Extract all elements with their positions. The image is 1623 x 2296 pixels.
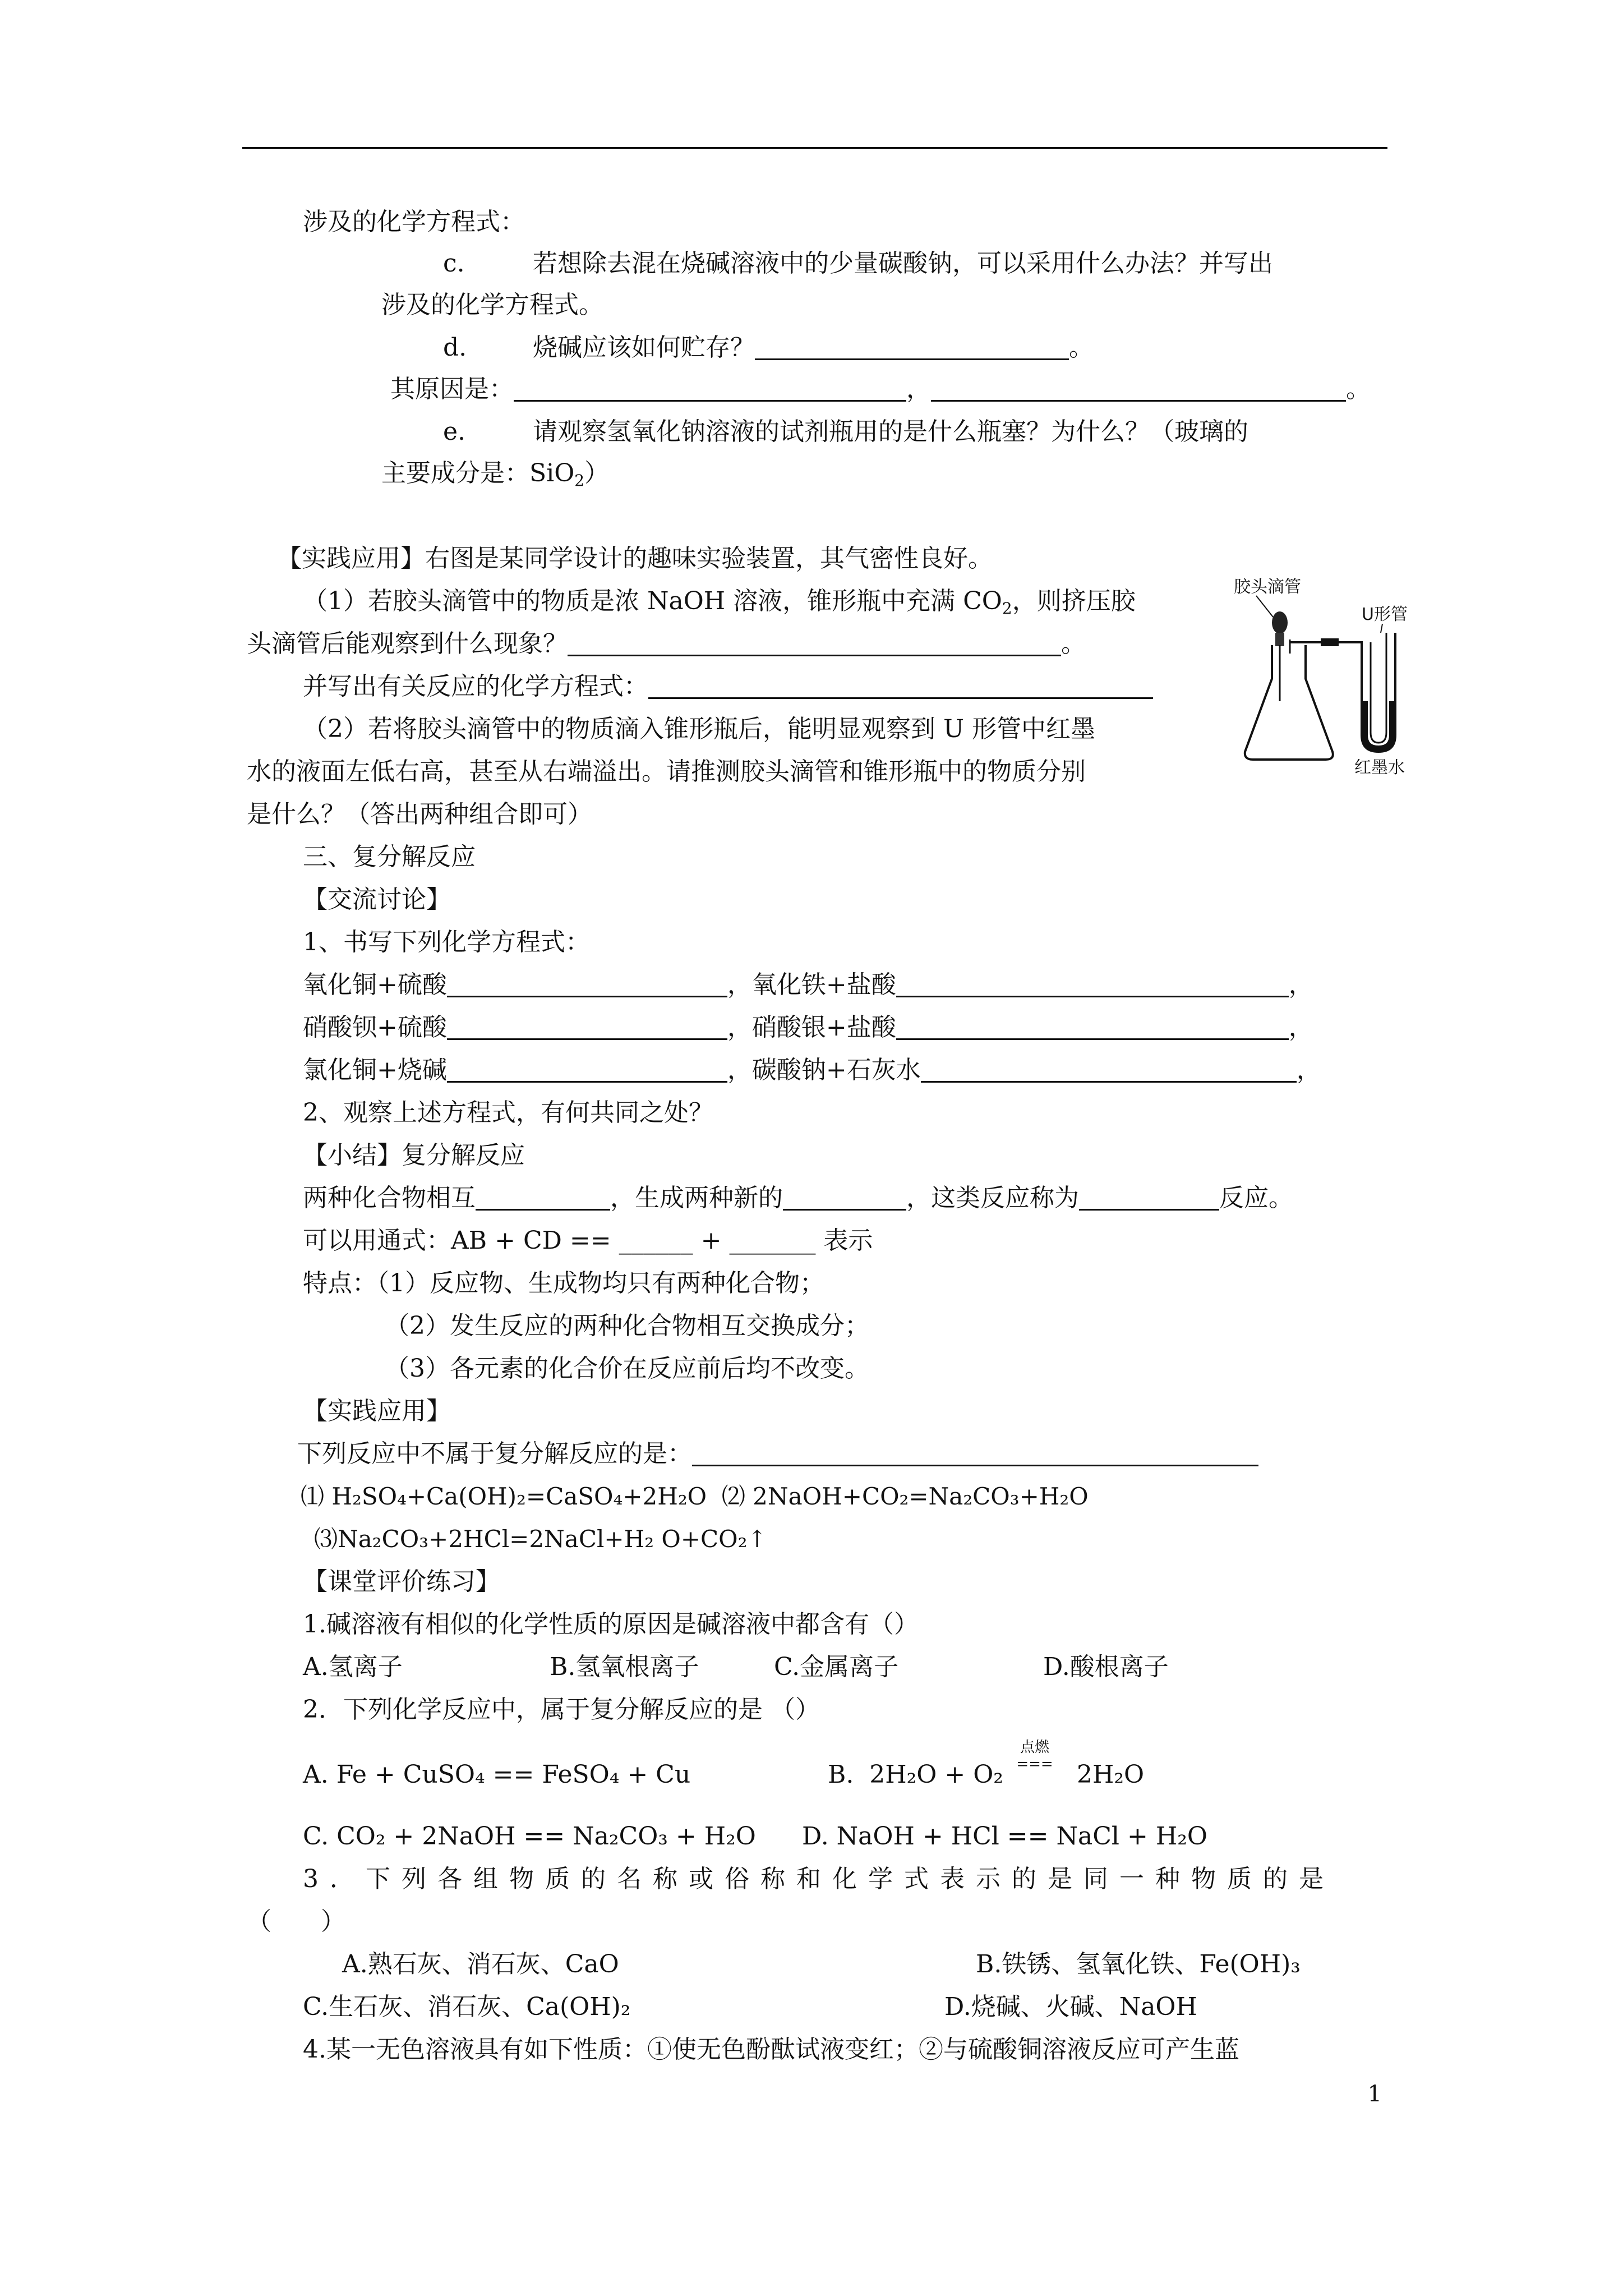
- item-c-cont: 涉及的化学方程式。: [381, 291, 603, 319]
- label-utube: U形管: [1362, 605, 1408, 624]
- equation-row: 氯化铜+烧碱 ，碳酸钠+石灰水 ，: [303, 1056, 1321, 1084]
- feature-2: （2）发生反应的两种化合物相互交换成分；: [385, 1312, 869, 1340]
- pointer-line: [1381, 624, 1382, 633]
- section-title: 三、复分解反应: [303, 843, 476, 871]
- practice-q1-cont: 头滴管后能观察到什么现象？ 。: [247, 629, 1086, 658]
- option: C.金属离子: [774, 1653, 899, 1681]
- quiz-heading: 【课堂评价练习】: [303, 1567, 500, 1596]
- equation-label: 涉及的化学方程式：: [303, 208, 525, 236]
- discuss-heading: 【交流讨论】: [303, 885, 451, 914]
- answer-blank[interactable]: [447, 1056, 727, 1083]
- item-c: c. 若想除去混在烧碱溶液中的少量碳酸钠，可以采用什么办法？并写出: [443, 249, 1273, 278]
- definition: 两种化合物相互 ，生成两种新的 ，这类反应称为 反应。: [303, 1184, 1293, 1212]
- quiz-q2-option-b: B. 2H₂O + O₂: [828, 1760, 1003, 1789]
- quiz-q3-option-d: D.烧碱、火碱、NaOH: [944, 1993, 1197, 2021]
- header-rule: [242, 147, 1387, 149]
- answer-blank[interactable]: [931, 375, 1346, 402]
- practice-q1: （1）若胶头滴管中的物质是浓 NaOH 溶液，锥形瓶中充满 $CO_2$，则挤压胶: [303, 587, 1136, 618]
- quiz-q1-options: [303, 1650, 1169, 1684]
- answer-blank[interactable]: [783, 1184, 906, 1211]
- dropper-bulb: [1272, 611, 1288, 634]
- quiz-q2-option-d: D. NaOH + HCl == NaCl + H₂O: [802, 1822, 1207, 1851]
- equations-line-1: ⑴ H₂SO₄+Ca(OH)₂=CaSO₄+2H₂O ⑵ 2NaOH+CO₂=Na₂CO₃+H₂O: [301, 1483, 1089, 1510]
- quiz-q2-option-c: C. CO₂ + 2NaOH == Na₂CO₃ + H₂O: [303, 1822, 756, 1851]
- answer-blank[interactable]: [447, 971, 727, 997]
- practice-heading: 【实践应用】右图是某同学设计的趣味实验装置，其气密性良好。: [277, 544, 993, 573]
- answer-blank[interactable]: [447, 1014, 727, 1040]
- practice-q2: （2）若将胶头滴管中的物质滴入锥形瓶后，能明显观察到 U 形管中红墨: [303, 715, 1096, 743]
- equation-row: 硝酸钡+硫酸 ，硝酸银+盐酸 ，: [303, 1013, 1313, 1042]
- label-ink: 红墨水: [1354, 758, 1405, 777]
- option: B.氢氧根离子: [550, 1653, 699, 1681]
- answer-blank[interactable]: [1079, 1184, 1219, 1211]
- answer-blank[interactable]: [568, 630, 1061, 656]
- quiz-q2: 2．下列化学反应中，属于复分解反应的是 （）: [303, 1695, 820, 1724]
- quiz-q3-option-a: A.熟石灰、消石灰、CaO: [342, 1950, 619, 1978]
- equation-row: 氧化铜+硫酸 ，氧化铁+盐酸 ，: [303, 970, 1313, 999]
- item-d: d. 烧碱应该如何贮存？ 。: [443, 333, 1094, 362]
- q2-prompt: 2、观察上述方程式，有何共同之处？: [303, 1098, 713, 1127]
- quiz-q3-option-c: C.生石灰、消石灰、Ca(OH)₂: [303, 1993, 631, 2021]
- stopper: [1275, 633, 1284, 646]
- practice-q2-cont: 水的液面左低右高，甚至从右端溢出。请推测胶头滴管和锥形瓶中的物质分别: [247, 757, 1086, 786]
- item-e: e. 请观察氢氧化钠溶液的试剂瓶用的是什么瓶塞？为什么？（玻璃的: [443, 417, 1248, 446]
- feature-3: （3）各元素的化合价在反应前后均不改变。: [385, 1354, 869, 1383]
- pointer-line: [1256, 596, 1273, 617]
- quiz-q3: 3．下列各组物质的名称或俗称和化学式表示的是同一种物质的是: [303, 1865, 1335, 1893]
- quiz-q2-option-b-product: 2H₂O: [1077, 1760, 1145, 1789]
- answer-blank[interactable]: [921, 1056, 1297, 1083]
- practice-q2-cont2: 是什么？（答出两种组合即可）: [247, 800, 592, 829]
- conical-flask: [1245, 645, 1333, 760]
- item-e-cont: 主要成分是：SiO$_2$）: [381, 459, 610, 490]
- apparatus-figure: [1234, 567, 1419, 780]
- general-formula: 可以用通式：AB + CD == ______ + _______ 表示: [303, 1226, 873, 1255]
- page-number: 1: [1367, 2081, 1382, 2107]
- label-dropper: 胶头滴管: [1234, 577, 1301, 597]
- quiz-q3-option-b: B.铁锈、氢氧化铁、Fe(OH)₃: [976, 1950, 1301, 1978]
- rubber-connector: [1321, 638, 1339, 646]
- practice-q1-eq: 并写出有关反应的化学方程式：: [303, 670, 1153, 703]
- q1-prompt: 1、书写下列化学方程式：: [303, 928, 590, 956]
- reaction-condition: 点燃 ===: [1016, 1739, 1053, 1773]
- answer-blank[interactable]: [648, 673, 1153, 699]
- answer-blank[interactable]: [692, 1440, 1258, 1466]
- option: A.氢离子: [303, 1653, 403, 1681]
- answer-blank[interactable]: [514, 375, 906, 402]
- reason-line: 其原因是： ， 。: [390, 375, 1371, 403]
- practice2-heading: 【实践应用】: [303, 1397, 451, 1425]
- answer-blank[interactable]: [476, 1184, 610, 1211]
- feature-1: 特点：（1）反应物、生成物均只有两种化合物；: [303, 1269, 824, 1297]
- answer-blank[interactable]: [896, 971, 1289, 997]
- quiz-q4: 4.某一无色溶液具有如下性质：①使无色酚酞试液变红；②与硫酸铜溶液反应可产生蓝: [303, 2035, 1239, 2064]
- quiz-q2-option-a: A. Fe + CuSO₄ == FeSO₄ + Cu: [303, 1760, 691, 1789]
- answer-blank[interactable]: [896, 1014, 1289, 1040]
- summary-heading: 【小结】复分解反应: [303, 1141, 525, 1170]
- practice2-question: 下列反应中不属于复分解反应的是：: [297, 1437, 1258, 1471]
- option: D.酸根离子: [1043, 1653, 1169, 1681]
- quiz-q3-paren: （ ）: [247, 1907, 345, 1936]
- equations-line-2: ⑶Na₂CO₃+2HCl=2NaCl+H₂ O+CO₂↑: [314, 1525, 767, 1553]
- red-ink: [1365, 701, 1392, 748]
- answer-blank[interactable]: [755, 334, 1069, 360]
- quiz-q1: 1.碱溶液有相似的化学性质的原因是碱溶液中都含有（）: [303, 1610, 919, 1639]
